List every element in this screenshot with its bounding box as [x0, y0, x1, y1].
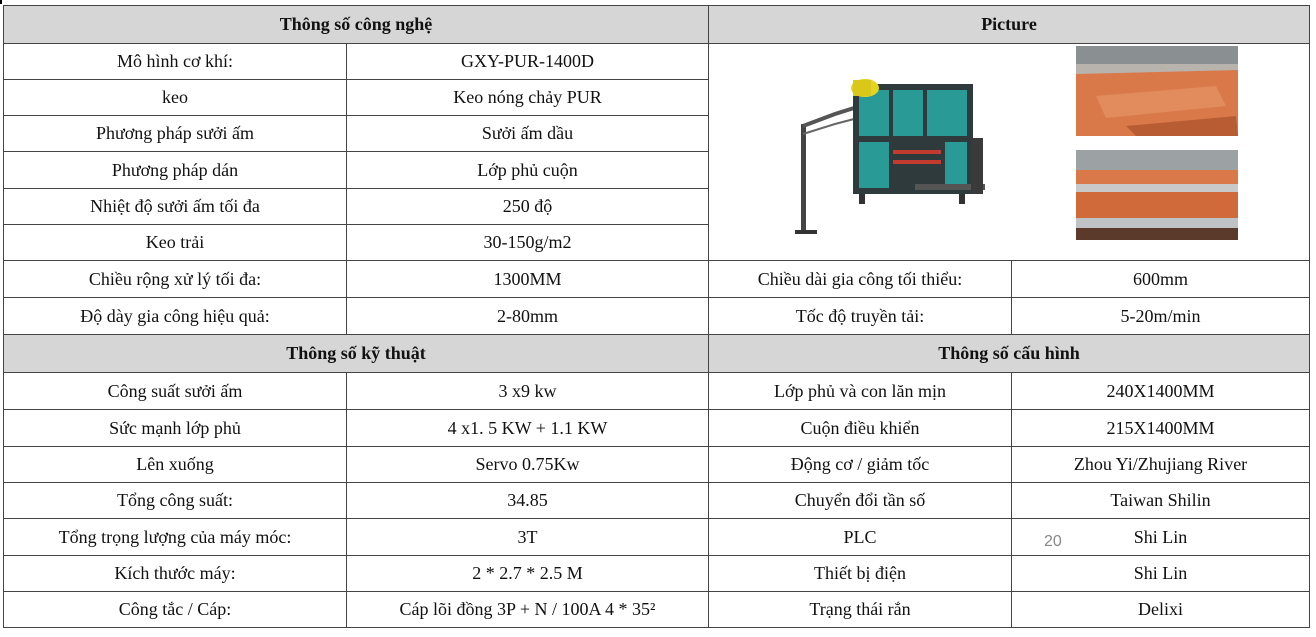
row-label: Lên xuống	[4, 447, 347, 483]
row-label: Keo trải	[4, 224, 347, 260]
row-value: Keo nóng chảy PUR	[347, 80, 709, 116]
page-number: 20	[1044, 533, 1062, 550]
row-label-right: Thiết bị điện	[709, 556, 1012, 592]
row-value: 3 x9 kw	[347, 373, 709, 410]
row-label-right: Tốc độ truyền tải:	[709, 298, 1012, 335]
row-value: 4 x1. 5 KW + 1.1 KW	[347, 410, 709, 447]
row-label: Độ dày gia công hiệu quả:	[4, 298, 347, 335]
row-value: Cáp lõi đồng 3P + N / 100A 4 * 35²	[347, 592, 709, 628]
row-value: 34.85	[347, 483, 709, 519]
row-value: 2-80mm	[347, 298, 709, 335]
row-label-right: Trạng thái rắn	[709, 592, 1012, 628]
row-label: Mô hình cơ khí:	[4, 44, 347, 80]
header-tech-params: Thông số công nghệ	[4, 6, 709, 44]
row-value-right: Taiwan Shilin	[1012, 483, 1310, 519]
row-value: Servo 0.75Kw	[347, 447, 709, 483]
row-label: Tổng trọng lượng của máy móc:	[4, 519, 347, 556]
row-value: 1300MM	[347, 261, 709, 298]
row-value: Lớp phủ cuộn	[347, 152, 709, 188]
row-label: Công suất sưởi ấm	[4, 373, 347, 410]
row-label: Sức mạnh lớp phủ	[4, 410, 347, 447]
top-rule	[0, 0, 1316, 4]
picture-cell	[709, 44, 1310, 261]
row-value-right: 5-20m/min	[1012, 298, 1310, 335]
row-label: Phương pháp dán	[4, 152, 347, 188]
row-label: Kích thước máy:	[4, 556, 347, 592]
row-value-right: 215X1400MM	[1012, 410, 1310, 447]
row-value: Sưởi ấm dầu	[347, 116, 709, 152]
row-label-right: Cuộn điều khiển	[709, 410, 1012, 447]
spec-table	[3, 5, 1310, 628]
row-label: Tổng công suất:	[4, 483, 347, 519]
row-value: 2 * 2.7 * 2.5 M	[347, 556, 709, 592]
row-label-right: Chiều dài gia công tối thiểu:	[709, 261, 1012, 298]
row-value: GXY-PUR-1400D	[347, 44, 709, 80]
row-label: Nhiệt độ sưởi ấm tối đa	[4, 188, 347, 224]
row-label-right: Chuyển đổi tần số	[709, 483, 1012, 519]
roller-photo-bottom	[1076, 150, 1238, 240]
header-picture: Picture	[709, 6, 1310, 44]
row-value: 250 độ	[347, 188, 709, 224]
row-value-right: Zhou Yi/Zhujiang River	[1012, 447, 1310, 483]
row-label-right: Động cơ / giảm tốc	[709, 447, 1012, 483]
row-label: Chiều rộng xử lý tối đa:	[4, 261, 347, 298]
roller-photo-top	[1076, 46, 1238, 136]
row-label: keo	[4, 80, 347, 116]
header-technical-specs: Thông số kỹ thuật	[4, 335, 709, 373]
row-value-right: 240X1400MM	[1012, 373, 1310, 410]
row-label-right: PLC	[709, 519, 1012, 556]
row-value-right: Shi Lin	[1012, 556, 1310, 592]
machine-illustration	[795, 54, 995, 244]
row-value-right: Shi Lin	[1012, 519, 1310, 556]
header-config-specs: Thông số cấu hình	[709, 335, 1310, 373]
row-value-right: 600mm	[1012, 261, 1310, 298]
row-value-right: Delixi	[1012, 592, 1310, 628]
row-label-right: Lớp phủ và con lăn mịn	[709, 373, 1012, 410]
row-label: Công tắc / Cáp:	[4, 592, 347, 628]
row-value: 3T	[347, 519, 709, 556]
row-value: 30-150g/m2	[347, 224, 709, 260]
row-label: Phương pháp sưởi ấm	[4, 116, 347, 152]
